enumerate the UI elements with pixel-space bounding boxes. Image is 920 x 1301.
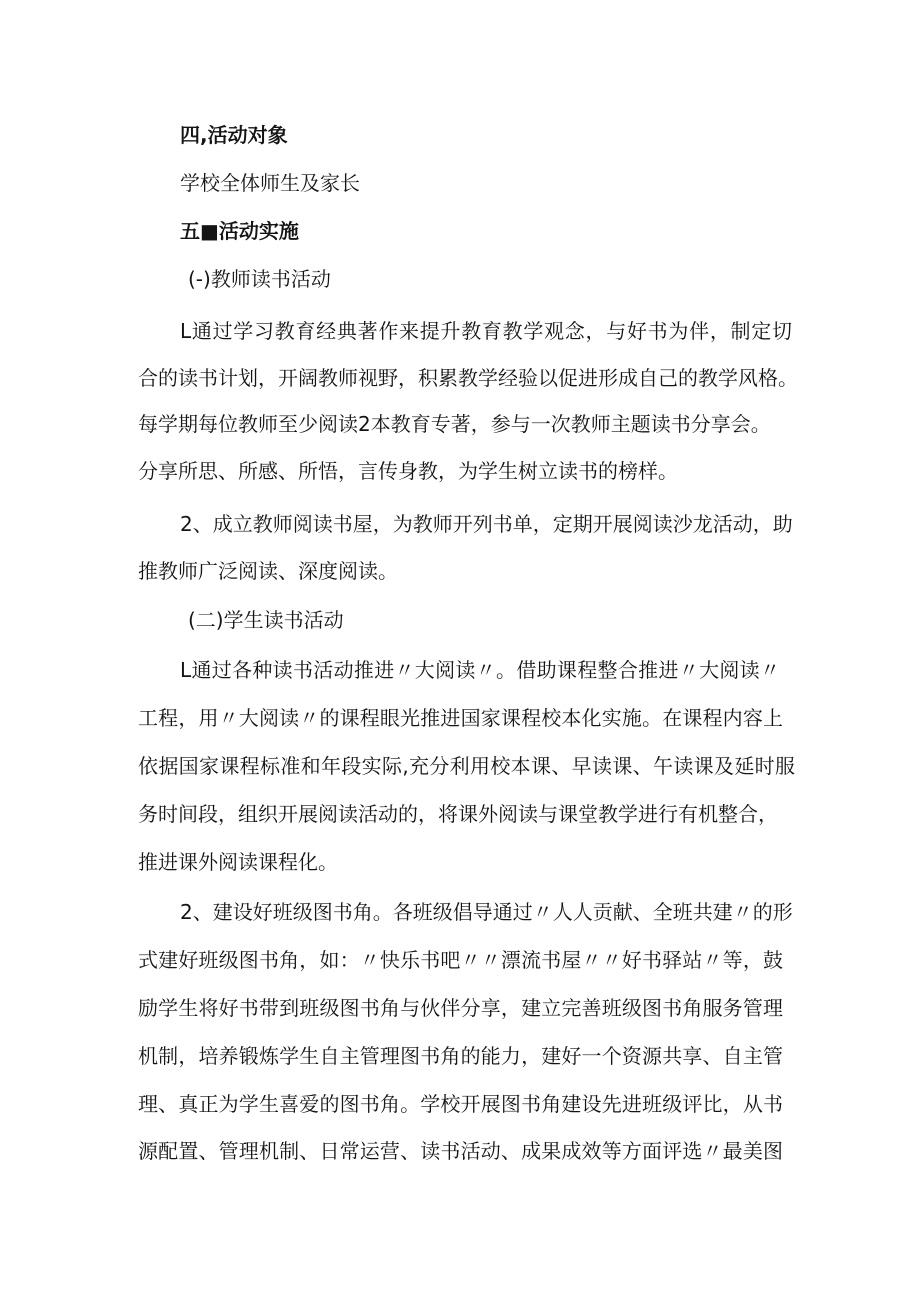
paragraph-line: 分享所思、所感、所悟，言传身教，为学生树立读书的榜样。: [138, 459, 678, 483]
subsection-title-teacher-reading: (-)教师读书活动: [188, 267, 331, 291]
paragraph-line: 式建好班级图书角，如：〃快乐书吧〃〃漂流书屋〃〃好书驿站〃等，鼓: [138, 948, 783, 972]
paragraph-line: 依据国家课程标准和年段实际,充分利用校本课、早读课、午读课及延时服: [138, 754, 795, 778]
activity-target-text: 学校全体师生及家长: [180, 171, 360, 195]
paragraph-line: 推进课外阅读课程化。: [138, 850, 338, 874]
paragraph-line: 理、真正为学生喜爱的图书角。学校开展图书角建设先进班级评比，从书: [138, 1092, 783, 1116]
paragraph-line: L通过学习教育经典著作来提升教育教学观念，与好书为伴，制定切: [180, 319, 792, 343]
paragraph-line: 2、建设好班级图书角。各班级倡导通过〃人人贡献、全班共建〃的形: [180, 900, 793, 924]
paragraph-line: L通过各种读书活动推进〃大阅读〃。借助课程整合推进〃大阅读〃: [180, 658, 780, 682]
subsection-title-student-reading: (二)学生读书活动: [188, 608, 344, 632]
paragraph-line: 2、成立教师阅读书屋，为教师开列书单，定期开展阅读沙龙活动，助: [180, 512, 793, 536]
paragraph-line: 推教师广泛阅读、深度阅读。: [138, 559, 398, 583]
paragraph-line: 工程，用〃大阅读〃的课程眼光推进国家课程校本化实施。在课程内容上: [138, 706, 783, 730]
section-heading-activity-target: 四,活动对象: [180, 123, 288, 147]
paragraph-line: 机制，培养锻炼学生自主管理图书角的能力，建好一个资源共享、自主管: [138, 1044, 783, 1068]
paragraph-line: 源配置、管理机制、日常运营、读书活动、成果成效等方面评选〃最美图: [138, 1139, 783, 1163]
section-heading-activity-implementation: 五■活动实施: [180, 219, 299, 243]
paragraph-line: 合的读书计划，开阔教师视野，积累教学经验以促进形成自己的教学风格。: [138, 366, 798, 390]
paragraph-line: 励学生将好书带到班级图书角与伙伴分享，建立完善班级图书角服务管理: [138, 996, 783, 1020]
paragraph-line: 每学期每位教师至少阅读2本教育专著，参与一次教师主题读书分享会。: [138, 412, 771, 436]
paragraph-line: 务时间段，组织开展阅读活动的，将课外阅读与课堂教学进行有机整合，: [138, 802, 778, 826]
